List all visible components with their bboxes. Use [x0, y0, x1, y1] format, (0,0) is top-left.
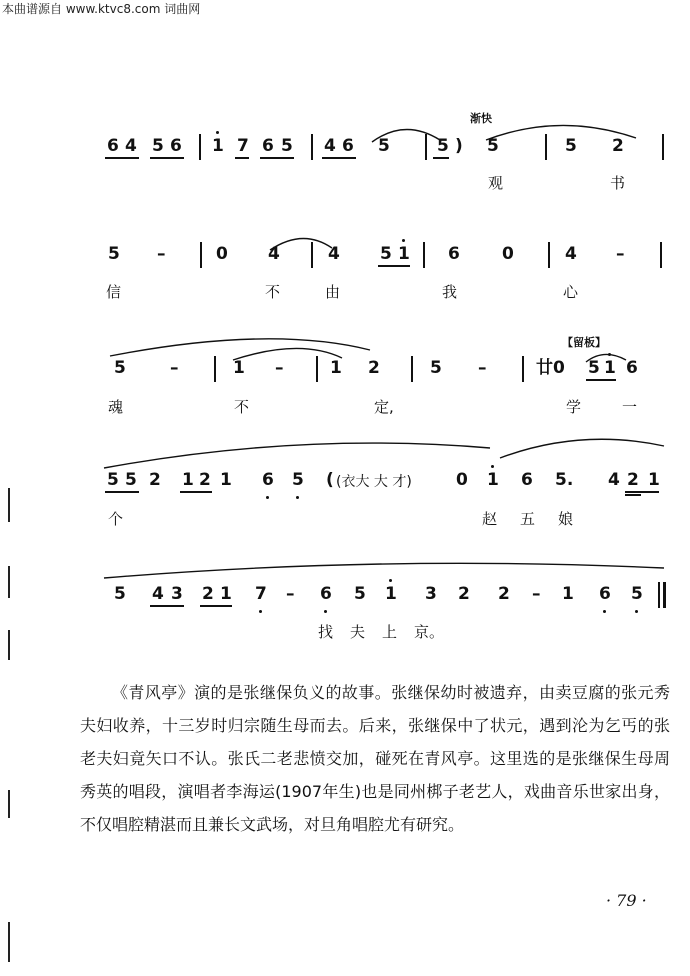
tempo-mark: 渐快: [470, 112, 492, 125]
lyric: 娘: [558, 510, 574, 528]
lyric: 上: [382, 623, 398, 641]
score-line-4: 5 5 2 1 2 1 6 5 ( (衣大 大 才) 0 1 6 5. 4 2 1: [0, 470, 690, 530]
commentary-paragraph: 《青风亭》演的是张继保负义的故事。张继保幼时被遗弃，由卖豆腐的张元秀夫妇收养，十三岁时归宗随生母而去。后来，张继保中了状元，遇到沦为乞丐的张老夫妇竟矢口不认。张氏二老悲愤交加，碰死在青风亭。这里选的是张继保生母周秀英的唱段，演唱者李海运(1907年生)也是同州梆子老艺人，戏曲音乐世家出身，不仅唱腔精湛而且兼长文武场，对旦角唱腔尤有研究。: [80, 683, 670, 834]
source-header: 本曲谱源自 www.ktvc8.com 词曲网: [2, 2, 201, 16]
commentary-text: [80, 676, 670, 841]
lyric: 心: [563, 283, 579, 301]
board-mark: 【留板】: [562, 336, 606, 349]
lyric: 不: [234, 398, 250, 416]
lyric: 由: [325, 283, 341, 301]
lyric: 夫: [350, 623, 366, 641]
lyric: 京。: [414, 623, 445, 641]
lyric: 书: [610, 174, 626, 192]
page-number: · 79 ·: [606, 891, 647, 910]
lyric: 魂: [108, 398, 124, 416]
score-line-1: 6 4 5 6 1 7 6 5 4 6 5 5 ) 5 5 2: [0, 136, 690, 196]
lyric: 不: [265, 283, 281, 301]
lyric: 观: [488, 174, 504, 192]
score-line-2: 5 – 0 4 4 5 1 6 0 4 –: [0, 244, 690, 304]
lyric: 五: [520, 510, 536, 528]
lyric: 找: [318, 623, 334, 641]
lyric: 定,: [374, 398, 394, 416]
score-line-3: 5 – 1 – 1 2 5 – 廿0 5 1 6: [0, 358, 690, 418]
score-line-5: 5 4 3 2 1 7 – 6 5 1 3 2 2 – 1 6 5: [0, 584, 690, 644]
lyric: 个: [108, 510, 124, 528]
lyric: 信: [106, 283, 122, 301]
lyric: 学: [566, 398, 582, 416]
lyric: 赵: [482, 510, 498, 528]
lyric: 我: [442, 283, 458, 301]
percussion-mark: (衣大 大 才): [336, 474, 412, 490]
lyric: 一: [622, 398, 638, 416]
